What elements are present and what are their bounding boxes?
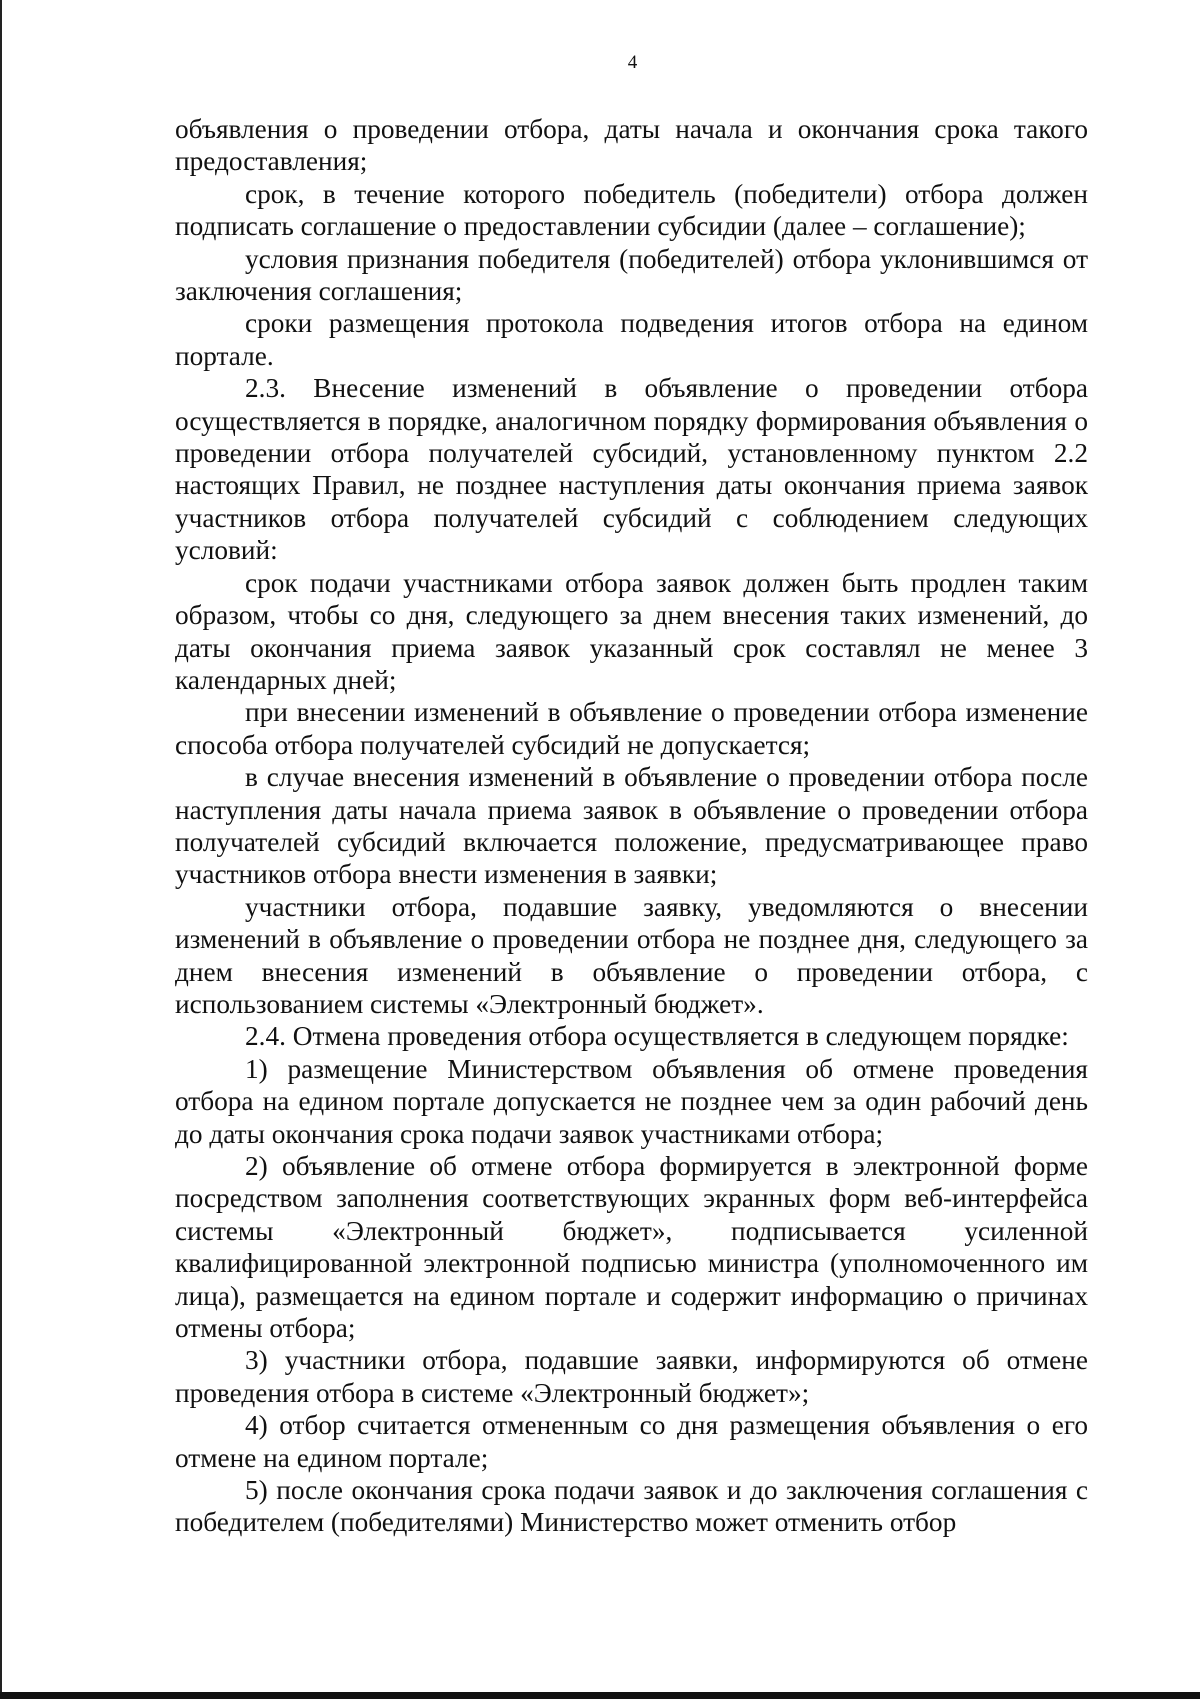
scan-left-border — [0, 0, 2, 1699]
paragraph: в случае внесения изменений в объявление о проведении отбора после наступления даты начала приема заявок в объявление о проведении отбора получателей субсидий включается положение, предусматривающее право участников отбора внести изменения в заявки; — [175, 762, 1088, 890]
paragraph: при внесении изменений в объявление о проведении отбора изменение способа отбора получателей субсидий не допускается; — [175, 697, 1088, 760]
paragraph: 1) размещение Министерством объявления об отмене проведения отбора на едином портале допускается не позднее чем за один рабочий день до даты окончания срока подачи заявок участниками отбора; — [175, 1053, 1088, 1149]
body-text — [175, 113, 1088, 1539]
paragraph: 2) объявление об отмене отбора формируется в электронной форме посредством заполнения соответствующих экранных форм веб-интерфейса системы «Электронный бюджет», подписывается усиленной квалифицированной электронной подписью министра (уполномоченного им лица), размещается на едином портале и содержит информацию о причинах отмены отбора; — [175, 1151, 1088, 1344]
paragraph: 2.4. Отмена проведения отбора осуществляется в следующем порядке: — [245, 1021, 1069, 1052]
paragraph: участники отбора, подавшие заявку, уведомляются о внесении изменений в объявление о проведении отбора не позднее дня, следующего за днем внесения изменений в объявление о проведении отбора, с использованием системы «Электронный бюджет». — [175, 891, 1088, 1019]
page-number: 4 — [627, 52, 638, 73]
paragraph: 3) участники отбора, подавшие заявки, информируются об отмене проведения отбора в системе «Электронный бюджет»; — [175, 1345, 1088, 1408]
paragraph: 4) отбор считается отмененным со дня размещения объявления о его отмене на едином портале; — [175, 1410, 1088, 1473]
paragraph: 5) после окончания срока подачи заявок и до заключения соглашения с победителем (победителями) Министерство может отменить отбор — [175, 1475, 1088, 1538]
paragraph: срок, в течение которого победитель (победители) отбора должен подписать соглашение о предоставлении субсидии (далее – соглашение); — [175, 178, 1088, 242]
paragraph: 2.3. Внесение изменений в объявление о проведении отбора осуществляется в порядке, аналогичном порядку формирования объявления о проведении отбора получателей субсидий, установленному пунктом 2.2 настоящих Правил, не позднее наступления даты окончания приема заявок участников отбора получателей субсидий с соблюдением следующих условий: — [175, 373, 1088, 566]
scan-bottom-border — [0, 1692, 1200, 1699]
paragraph: объявления о проведении отбора, даты начала и окончания срока такого предоставления; — [175, 114, 1088, 177]
paragraph: условия признания победителя (победителей) отбора уклонившимся от заключения соглашения; — [175, 243, 1088, 307]
paragraph: сроки размещения протокола подведения итогов отбора на едином портале. — [175, 308, 1088, 371]
paragraph: срок подачи участниками отбора заявок должен быть продлен таким образом, чтобы со дня, следующего за днем внесения таких изменений, до даты окончания приема заявок указанный срок составлял не менее 3 календарных дней; — [175, 567, 1088, 695]
